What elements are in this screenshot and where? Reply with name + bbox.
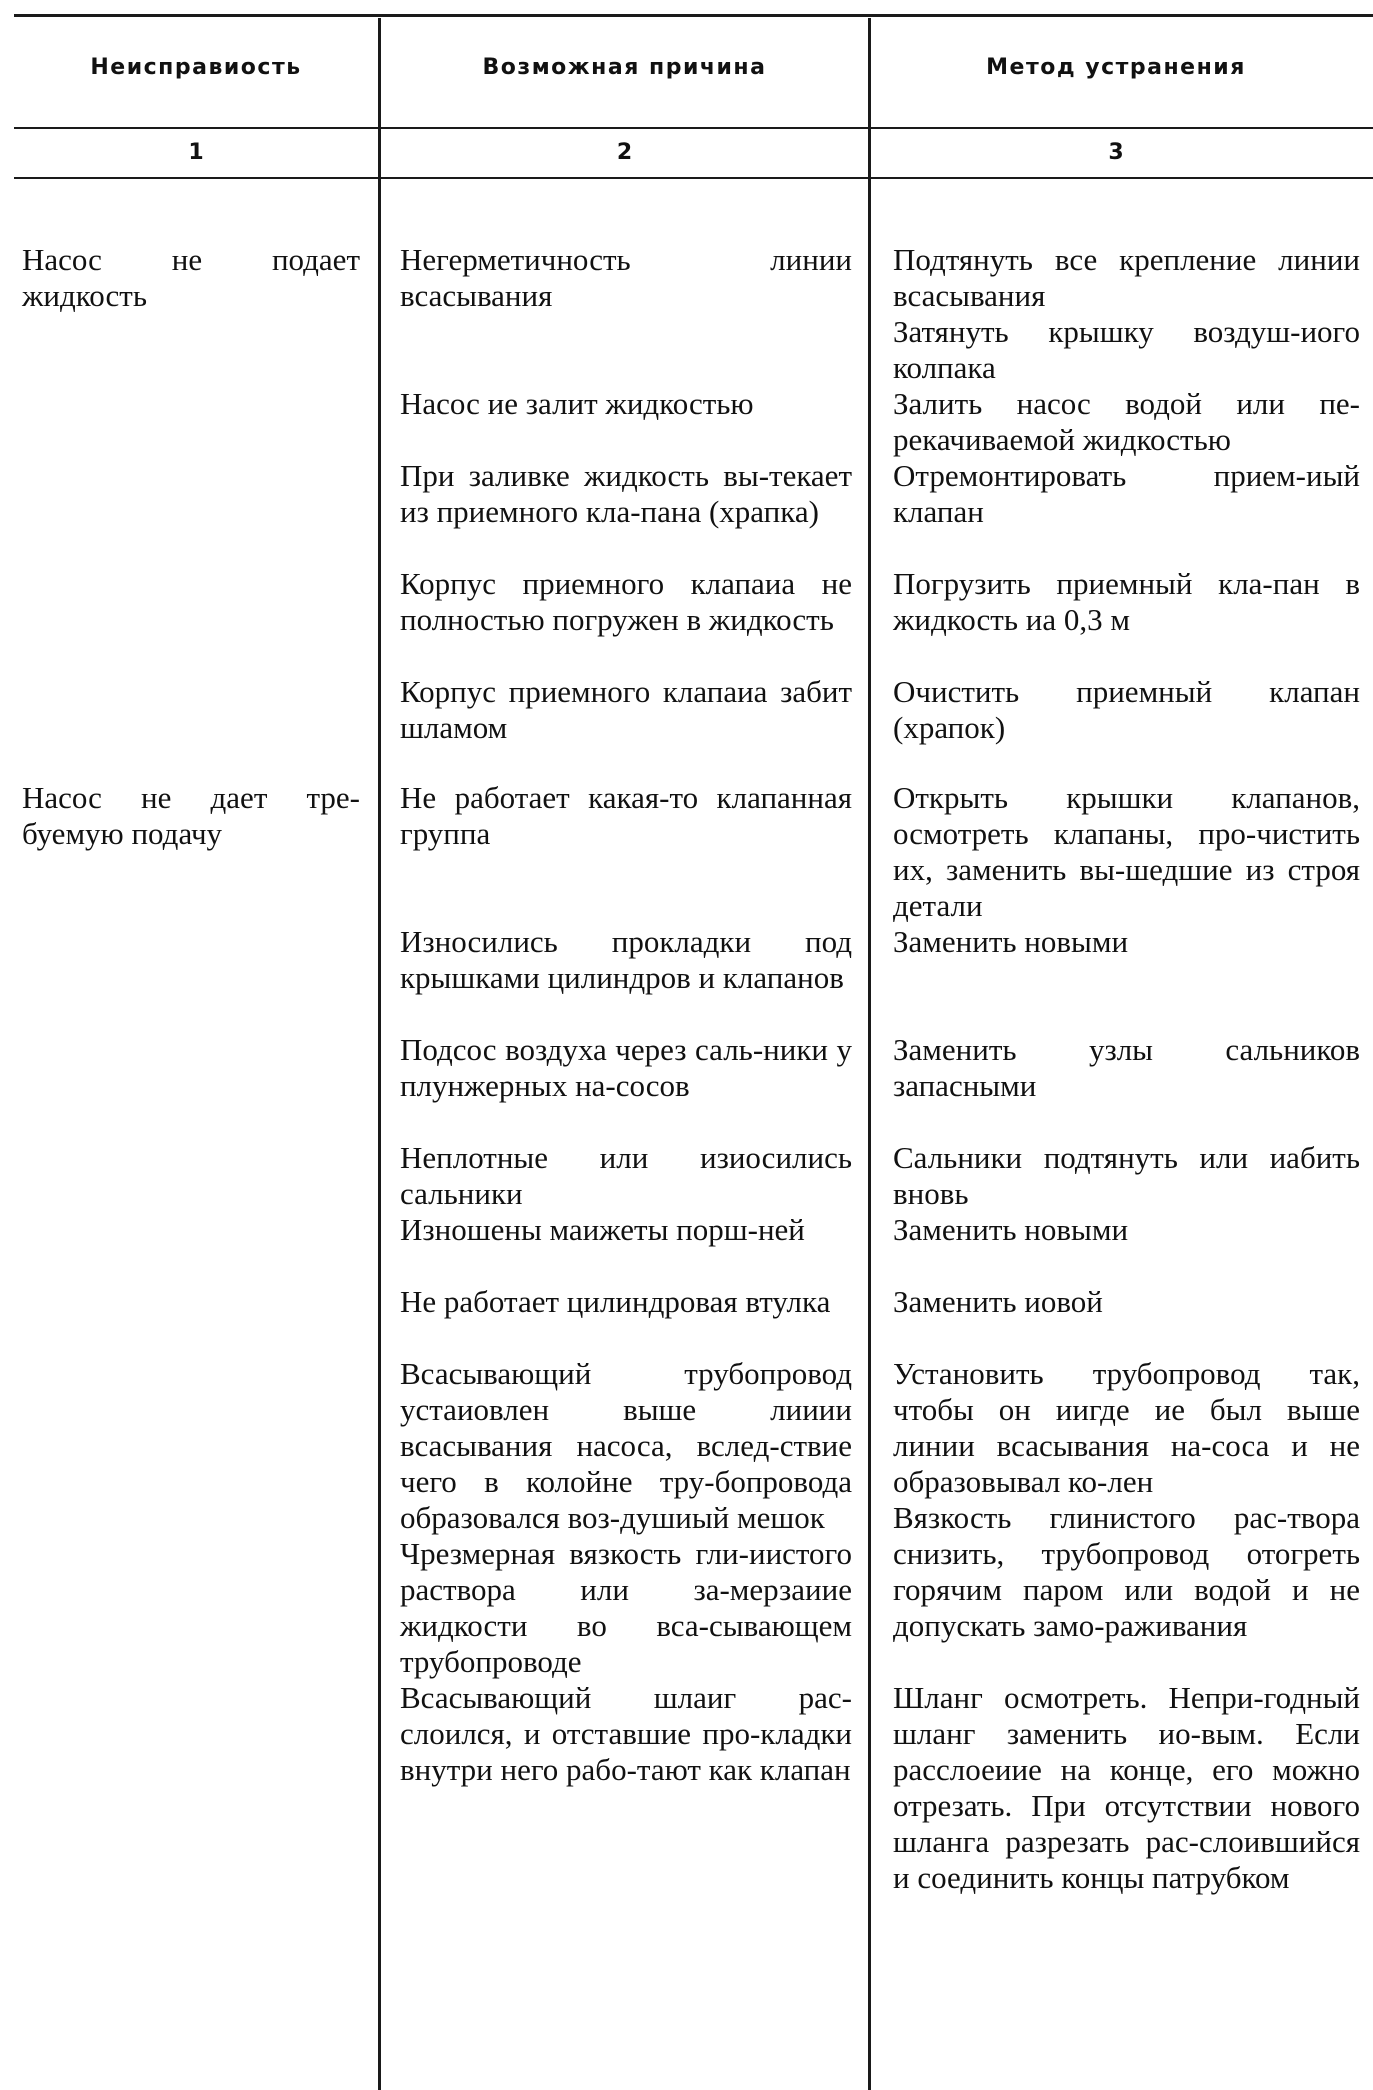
cause-cell: Подсос воздуха через саль-ники у плунжерных на-сосов (400, 1032, 852, 1103)
cause-cell: Корпус приемного клапаиа не полностью погружен в жидкость (400, 566, 852, 637)
column-divider-1 (378, 18, 381, 2090)
column-number-3: 3 (1108, 140, 1124, 165)
remedy-cell: Заменить иовой (893, 1284, 1103, 1319)
fault-cell: Насос не подает жидкость (22, 242, 360, 313)
column-number-2: 2 (616, 140, 633, 165)
remedy-cell: Вязкость глинистого рас-твора снизить, трубопровод отогреть горячим паром или водой и не допускать замо-раживания (893, 1500, 1360, 1643)
cause-cell: Негерметичность линии всасывания (400, 242, 852, 313)
cause-cell: Не работает какая-то клапанная группа (400, 780, 852, 851)
remedy-cell: Залить насос водой или пе-рекачиваемой жидкостью (893, 386, 1360, 457)
cause-cell: Чрезмерная вязкость гли-иистого раствора или за-мерзаиие жидкости во вса-сывающем трубопроводе (400, 1536, 852, 1679)
column-number-1: 1 (188, 140, 204, 165)
cause-cell: Не работает цилиндровая втулка (400, 1284, 831, 1319)
cause-cell: Износились прокладки под крышками цилиндров и клапанов (400, 924, 852, 995)
header-cause: Возможная причина (482, 55, 767, 80)
header-fault: Неисправиость (90, 55, 302, 80)
cause-cell: Неплотные или изиосились сальники (400, 1140, 852, 1211)
remedy-cell: Отремонтировать прием-иый клапан (893, 458, 1360, 529)
cause-cell: Всасывающий шлаиг рас-слоился, и отставшие про-кладки внутри него рабо-тают как клапан (400, 1680, 852, 1787)
cause-cell: Корпус приемного клапаиа забит шламом (400, 674, 852, 745)
remedy-cell: Подтянуть все крепление линии всасывания (893, 242, 1360, 313)
header-remedy: Метод устранения (986, 55, 1246, 80)
remedy-cell: Сальники подтянуть или иабить вновь (893, 1140, 1360, 1211)
top-rule (14, 14, 1373, 17)
cause-cell: При заливке жидкость вы-текает из приемного кла-пана (храпка) (400, 458, 852, 529)
remedy-cell: Очистить приемный клапан (храпок) (893, 674, 1360, 745)
column-divider-2 (868, 18, 871, 2090)
remedy-cell: Заменить новыми (893, 1212, 1129, 1247)
remedy-cell: Открыть крышки клапанов, осмотреть клапаны, про-чистить их, заменить вы-шедшие из строя детали (893, 780, 1360, 923)
header-rule (14, 127, 1373, 129)
remedy-cell: Шланг осмотреть. Непри-годный шланг заменить ио-вым. Если расслоеиие на конце, его можно отрезать. При отсутствии нового шланга разрезать рас-слоившийся и соединить концы патрубком (893, 1680, 1360, 1895)
remedy-cell: Заменить узлы сальников запасными (893, 1032, 1360, 1103)
remedy-cell: Затянуть крышку воздуш-иого колпака (893, 314, 1360, 385)
number-row-rule (14, 177, 1373, 179)
fault-cell: Насос не дает тре-буемую подачу (22, 780, 360, 851)
cause-cell: Всасывающий трубопровод устаиовлен выше лииии всасывания насоса, вслед-ствие чего в колойне тру-бопровода образовался воз-душиый мешок (400, 1356, 852, 1535)
remedy-cell: Установить трубопровод так, чтобы он иигде ие был выше линии всасывания на-соса и не образовывал ко-лен (893, 1356, 1360, 1499)
remedy-cell: Погрузить приемный кла-пан в жидкость иа 0,3 м (893, 566, 1360, 637)
remedy-cell: Заменить новыми (893, 924, 1129, 959)
cause-cell: Изношены маижеты порш-ней (400, 1212, 805, 1247)
cause-cell: Насос ие залит жидкостью (400, 386, 754, 421)
